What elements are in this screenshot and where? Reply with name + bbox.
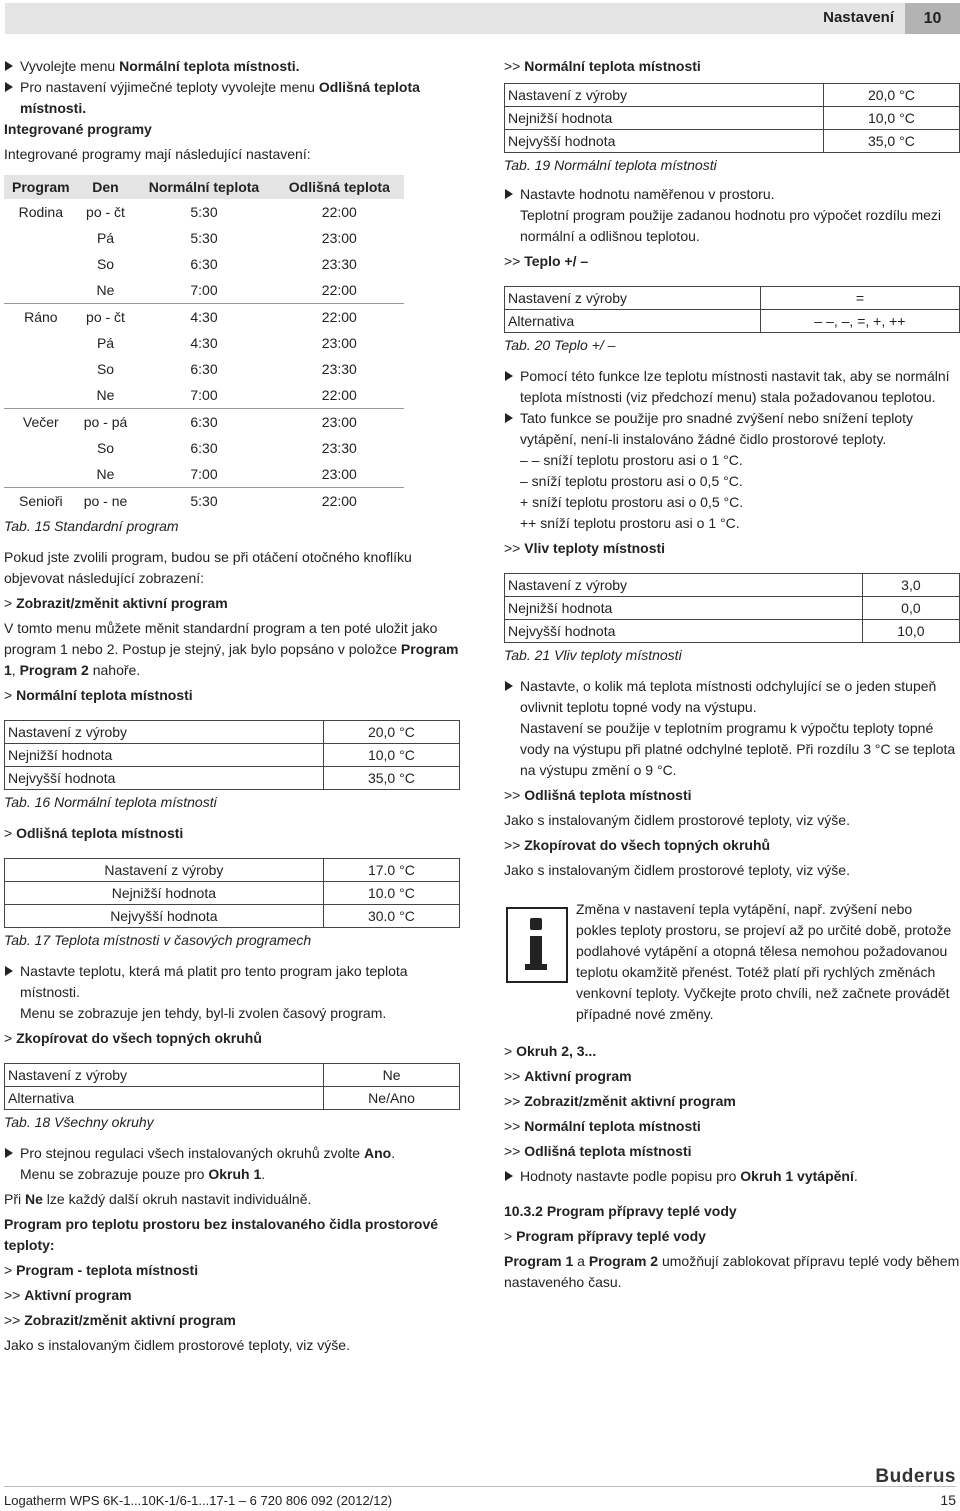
menu-path: > Normální teplota místnosti: [4, 687, 193, 703]
table-cell: Ne: [96, 281, 115, 298]
info-text: Změna v nastavení tepla vytápění, např. zvýšení nebo pokles teploty prostoru, se projeví až po určité době, protože podlahové vytápění a otopná tělesa nemohou požadovanou teplotu okamžitě přenést. Totéž platí při rychlých změnách venkovní teploty. Vyčkejte proto chvíli, než začnete provádět případné nové změny.: [576, 901, 952, 1022]
setting-label: Nejvyšší hodnota: [505, 620, 863, 643]
header-bar: [5, 3, 905, 34]
instruction-bullet: Pro nastavení výjimečné teploty vyvolejte menu Odlišná teplota místnosti.: [4, 77, 464, 119]
section-intro: Integrované programy mají následující nastavení:: [4, 146, 311, 162]
table-cell: Pá: [96, 229, 115, 246]
table-caption: Tab. 20 Teplo +/ –: [504, 337, 616, 353]
paragraph: V tomto menu můžete měnit standardní program a ten poté uložit jako program 1 nebo 2. Postup je stejný, jak bylo popsáno v položce Program 1, Program 2 nahoře.: [4, 620, 459, 678]
table-cell: 23:30: [321, 439, 357, 456]
instruction-bullet: Nastavte teplotu, která má platit pro tento program jako teplota místnosti.: [4, 961, 464, 1003]
table-cell: 4:30: [133, 304, 274, 331]
table-row: [4, 330, 404, 356]
setting-label: Nejnižší hodnota: [5, 882, 324, 905]
setting-value: 10.0 °C: [323, 882, 459, 905]
table-cell: [4, 435, 78, 461]
setting-label: Nastavení z výroby: [5, 859, 324, 882]
table-row: [4, 356, 404, 382]
table-cell: So: [96, 360, 115, 377]
table-caption: Tab. 15 Standardní program: [4, 518, 179, 534]
table-row: [5, 859, 460, 882]
table-cell: 23:00: [321, 465, 357, 482]
settings-table: [4, 720, 460, 790]
table-row: [505, 620, 960, 643]
info-icon: [506, 907, 568, 983]
column-header: Den: [78, 175, 134, 199]
bullet-note: ++ sníží teplotu prostoru asi o 1 °C.: [520, 515, 740, 531]
section-title: Integrované programy: [4, 121, 152, 137]
table-row: [4, 251, 404, 277]
table-cell: [4, 330, 78, 356]
table-cell: 5:30: [190, 203, 218, 220]
table-row: [505, 574, 960, 597]
table-cell: 22:00: [321, 203, 357, 220]
instruction-bullet: Nastavte hodnotu naměřenou v prostoru.: [504, 184, 960, 205]
setting-value: =: [760, 287, 959, 310]
table-row: [505, 597, 960, 620]
menu-path: >> Zkopírovat do všech topných okruhů: [504, 837, 771, 853]
settings-table: [504, 286, 960, 333]
bullet-note: – – sníží teplotu prostoru asi o 1 °C.: [520, 452, 743, 468]
menu-path: > Zobrazit/změnit aktivní program: [4, 595, 228, 611]
setting-label: Nejnižší hodnota: [505, 597, 863, 620]
setting-value: 30.0 °C: [323, 905, 459, 928]
table-cell: [4, 225, 78, 251]
setting-label: Nejvyšší hodnota: [505, 130, 824, 153]
table-cell: 7:00: [190, 386, 218, 403]
instruction-bullet: Pomocí této funkce lze teplotu místnosti nastavit tak, aby se normální teplota místnosti (viz předchozí menu) stala požadovanou teplotou.: [504, 366, 960, 408]
table-row: [505, 310, 960, 333]
table-row: [4, 409, 404, 436]
setting-value: 10,0 °C: [823, 107, 959, 130]
table-row: [505, 84, 960, 107]
settings-table: [4, 1063, 460, 1110]
standard-program-table: [4, 175, 404, 514]
header-title: Nastavení: [823, 9, 894, 26]
bullet-note: + sníží teplotu prostoru asi o 0,5 °C.: [520, 494, 744, 510]
setting-value: Ne: [324, 1064, 460, 1087]
table-caption: Tab. 21 Vliv teploty místnosti: [504, 647, 682, 663]
table-cell: 6:30: [190, 439, 218, 456]
section-title: 10.3.2 Program přípravy teplé vody: [504, 1203, 737, 1219]
setting-label: Alternativa: [505, 310, 761, 333]
paragraph-heading: Program pro teplotu prostoru bez instalovaného čidla prostorové teploty:: [4, 1216, 439, 1253]
paragraph: Pokud jste zvolili program, budou se při otáčení otočného knoflíku objevovat následující zobrazení:: [4, 549, 412, 586]
bullet-note: Nastavení se použije v teplotním programu k výpočtu teploty topné vody na výstupu při platné odchylné teplotě. Při rozdílu 3 °C se teplota na výstupu změní o 9 °C.: [520, 720, 956, 778]
table-caption: Tab. 16 Normální teplota místnosti: [4, 794, 217, 810]
table-row: [5, 767, 460, 790]
menu-path: > Zkopírovat do všech topných okruhů: [4, 1030, 262, 1046]
table-row: [5, 905, 460, 928]
table-cell: 22:00: [275, 304, 404, 331]
table-cell: 4:30: [190, 334, 218, 351]
setting-label: Nastavení z výroby: [5, 1064, 324, 1087]
table-row: [505, 130, 960, 153]
table-cell: Rodina: [18, 203, 63, 220]
setting-value: – –, –, =, +, ++: [760, 310, 959, 333]
bullet-note: – sníží teplotu prostoru asi o 0,5 °C.: [520, 473, 743, 489]
bullet-note: Menu se zobrazuje pouze pro Okruh 1.: [20, 1166, 266, 1182]
bullet-note: Menu se zobrazuje jen tehdy, byl-li zvolen časový program.: [20, 1005, 387, 1021]
table-row: [4, 461, 404, 488]
document-id: Logatherm WPS 6K-1...10K-1/6-1...17-1 – 6 720 806 092 (2012/12): [4, 1493, 393, 1508]
table-row: [4, 382, 404, 409]
settings-table: [504, 573, 960, 643]
table-cell: [4, 251, 78, 277]
settings-table: [4, 858, 460, 928]
menu-path: > Okruh 2, 3...: [504, 1043, 597, 1059]
table-row: [5, 1064, 460, 1087]
menu-path: >> Normální teplota místnosti: [504, 1118, 701, 1134]
table-cell: Večer: [4, 409, 78, 436]
setting-value: Ne/Ano: [324, 1087, 460, 1110]
menu-path: >> Vliv teploty místnosti: [504, 540, 666, 556]
right-column: [504, 56, 960, 1293]
table-caption: Tab. 17 Teplota místnosti v časových programech: [4, 932, 312, 948]
table-cell: Ne: [96, 386, 115, 403]
menu-path: >> Aktivní program: [4, 1287, 132, 1303]
table-cell: Pá: [96, 334, 115, 351]
table-cell: po - čt: [86, 203, 125, 220]
setting-value: 20,0 °C: [823, 84, 959, 107]
setting-label: Nejnižší hodnota: [5, 744, 324, 767]
menu-path: > Program - teplota místnosti: [4, 1262, 199, 1278]
table-cell: 22:00: [275, 488, 404, 515]
table-cell: po - ne: [78, 488, 134, 515]
table-row: [4, 304, 404, 331]
table-cell: po - pá: [78, 409, 134, 436]
table-caption: Tab. 18 Všechny okruhy: [4, 1114, 154, 1130]
setting-value: 10,0 °C: [323, 744, 459, 767]
column-header: Program: [4, 175, 78, 199]
table-cell: 7:00: [190, 281, 218, 298]
table-cell: 22:00: [321, 281, 357, 298]
table-row: [5, 721, 460, 744]
table-cell: 6:30: [133, 409, 274, 436]
instruction-bullet: Tato funkce se použije pro snadné zvýšení nebo snížení teploty vytápění, není-li instalováno žádné čidlo prostorové teploty.: [504, 408, 960, 450]
table-cell: 6:30: [190, 255, 218, 272]
table-row: [4, 225, 404, 251]
table-cell: 23:30: [321, 360, 357, 377]
page-number: 15: [940, 1492, 956, 1508]
table-cell: po - čt: [78, 304, 134, 331]
chapter-number: 10: [905, 3, 960, 34]
instruction-bullet: Nastavte, o kolik má teplota místnosti odchylující se o jeden stupeň ovlivnit teplotu topné vody na výstupu.: [504, 676, 960, 718]
left-column: [4, 56, 464, 1356]
table-cell: 5:30: [190, 229, 218, 246]
brand-logo: Buderus: [875, 1466, 956, 1487]
page-header: [0, 0, 960, 36]
setting-value: 10,0: [862, 620, 959, 643]
setting-value: 17.0 °C: [323, 859, 459, 882]
table-row: [505, 287, 960, 310]
instruction-bullet: Hodnoty nastavte podle popisu pro Okruh 1 vytápění.: [504, 1166, 960, 1187]
setting-value: 35,0 °C: [323, 767, 459, 790]
table-row: [4, 435, 404, 461]
table-row: [4, 199, 404, 225]
menu-path: >> Zobrazit/změnit aktivní program: [504, 1093, 736, 1109]
table-cell: 23:30: [321, 255, 357, 272]
table-cell: [4, 277, 78, 304]
setting-label: Nejnižší hodnota: [505, 107, 824, 130]
table-row: [5, 744, 460, 767]
table-row: [5, 1087, 460, 1110]
menu-path: >> Odlišná teplota místnosti: [504, 1143, 692, 1159]
setting-value: 20,0 °C: [323, 721, 459, 744]
table-cell: So: [96, 255, 115, 272]
table-cell: Ráno: [4, 304, 78, 331]
info-note: [504, 899, 960, 1027]
table-cell: 23:00: [321, 229, 357, 246]
menu-path: >> Teplo +/ –: [504, 253, 589, 269]
paragraph: Jako s instalovaným čidlem prostorové teploty, viz výše.: [4, 1337, 350, 1353]
table-cell: So: [96, 439, 115, 456]
menu-path: >> Aktivní program: [504, 1068, 632, 1084]
table-cell: [4, 382, 78, 409]
bullet-note: Teplotní program použije zadanou hodnotu pro výpočet rozdílu mezi normální a odlišnou teplotou.: [520, 207, 942, 244]
instruction-bullet: Pro stejnou regulaci všech instalovaných okruhů zvolte Ano.: [4, 1143, 464, 1164]
setting-value: 0,0: [862, 597, 959, 620]
table-row: [505, 107, 960, 130]
menu-path: > Program přípravy teplé vody: [504, 1228, 706, 1244]
paragraph: Jako s instalovaným čidlem prostorové teploty, viz výše.: [504, 812, 850, 828]
settings-table: [504, 83, 960, 153]
setting-label: Nastavení z výroby: [505, 287, 761, 310]
table-caption: Tab. 19 Normální teplota místnosti: [504, 157, 717, 173]
table-cell: 7:00: [190, 465, 218, 482]
table-cell: [4, 356, 78, 382]
table-row: [4, 277, 404, 304]
table-cell: 23:00: [321, 334, 357, 351]
setting-label: Nejvyšší hodnota: [5, 767, 324, 790]
table-cell: 5:30: [133, 488, 274, 515]
table-cell: Ne: [96, 465, 115, 482]
table-cell: 22:00: [321, 386, 357, 403]
table-cell: 23:00: [275, 409, 404, 436]
setting-label: Alternativa: [5, 1087, 324, 1110]
column-header: Odlišná teplota: [275, 175, 404, 199]
menu-path: >> Normální teplota místnosti: [504, 58, 701, 74]
table-row: [4, 488, 404, 515]
footer-divider: [4, 1486, 956, 1487]
setting-label: Nejvyšší hodnota: [5, 905, 324, 928]
table-cell: 6:30: [190, 360, 218, 377]
setting-label: Nastavení z výroby: [505, 574, 863, 597]
column-header: Normální teplota: [133, 175, 274, 199]
table-cell: Senioři: [4, 488, 78, 515]
table-cell: [4, 461, 78, 488]
instruction-bullet: Vyvolejte menu Normální teplota místnosti.: [4, 56, 464, 77]
setting-label: Nastavení z výroby: [5, 721, 324, 744]
setting-value: 35,0 °C: [823, 130, 959, 153]
paragraph: Program 1 a Program 2 umožňují zablokovat přípravu teplé vody během nastaveného času.: [504, 1253, 960, 1290]
menu-path: >> Zobrazit/změnit aktivní program: [4, 1312, 236, 1328]
paragraph: Jako s instalovaným čidlem prostorové teploty, viz výše.: [504, 862, 850, 878]
paragraph: Při Ne lze každý další okruh nastavit individuálně.: [4, 1191, 312, 1207]
setting-label: Nastavení z výroby: [505, 84, 824, 107]
setting-value: 3,0: [862, 574, 959, 597]
menu-path: >> Odlišná teplota místnosti: [504, 787, 692, 803]
menu-path: > Odlišná teplota místnosti: [4, 825, 184, 841]
table-row: [5, 882, 460, 905]
